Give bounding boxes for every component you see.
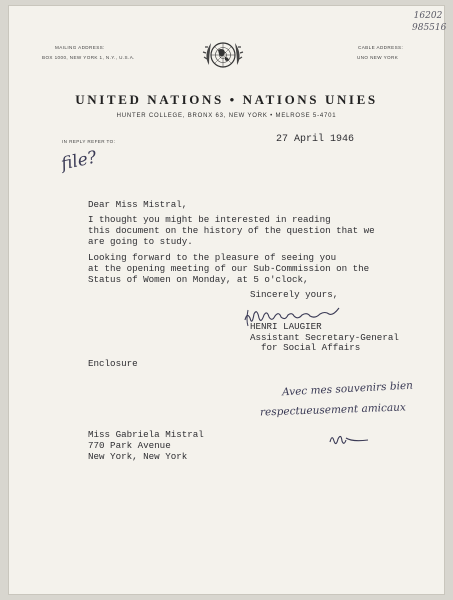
- mailing-address: BOX 1000, NEW YORK 1, N.Y., U.S.A.: [42, 55, 135, 60]
- street-address: HUNTER COLLEGE, BRONX 63, NEW YORK • MELROSE 5-4701: [116, 113, 337, 119]
- handwritten-note-line-2: respectueusement amicaux: [259, 401, 407, 419]
- catalog-number-2: 985516: [412, 23, 447, 33]
- mailing-address-label: MAILING ADDRESS:: [55, 45, 105, 50]
- addressee-block: Miss Gabriela Mistral 770 Park Avenue New York, New York: [88, 429, 204, 462]
- handwritten-initials: [326, 428, 372, 450]
- catalog-stamp: [412, 10, 447, 34]
- letter-date: 27 April 1946: [276, 134, 355, 145]
- catalog-number-1: 16202: [413, 11, 443, 21]
- reply-refer-label: IN REPLY REFER TO:: [62, 139, 116, 144]
- cable-address-label: CABLE ADDRESS:: [358, 45, 404, 50]
- signer-block: HENRI LAUGIER Assistant Secretary-General for Social Affairs: [250, 321, 399, 354]
- body-paragraph-2: Looking forward to the pleasure of seeing you at the opening meeting of our Sub-Commission on the Status of Women on Monday, at 5 o'clock,: [88, 252, 370, 285]
- enclosure-note: Enclosure: [88, 358, 138, 369]
- closing: Sincerely yours,: [250, 289, 339, 300]
- body-paragraph-1: I thought you might be interested in reading this document on the history of the question that we are going to study.: [88, 214, 375, 247]
- handwritten-file-note: file?: [59, 147, 99, 175]
- organization-title: UNITED NATIONS • NATIONS UNIES: [75, 92, 378, 107]
- un-emblem-icon: [199, 35, 247, 77]
- cable-address: UNO NEW YORK: [357, 55, 399, 60]
- salutation: Dear Miss Mistral,: [88, 199, 188, 210]
- handwritten-note-line-1: Avec mes souvenirs bien: [281, 379, 414, 399]
